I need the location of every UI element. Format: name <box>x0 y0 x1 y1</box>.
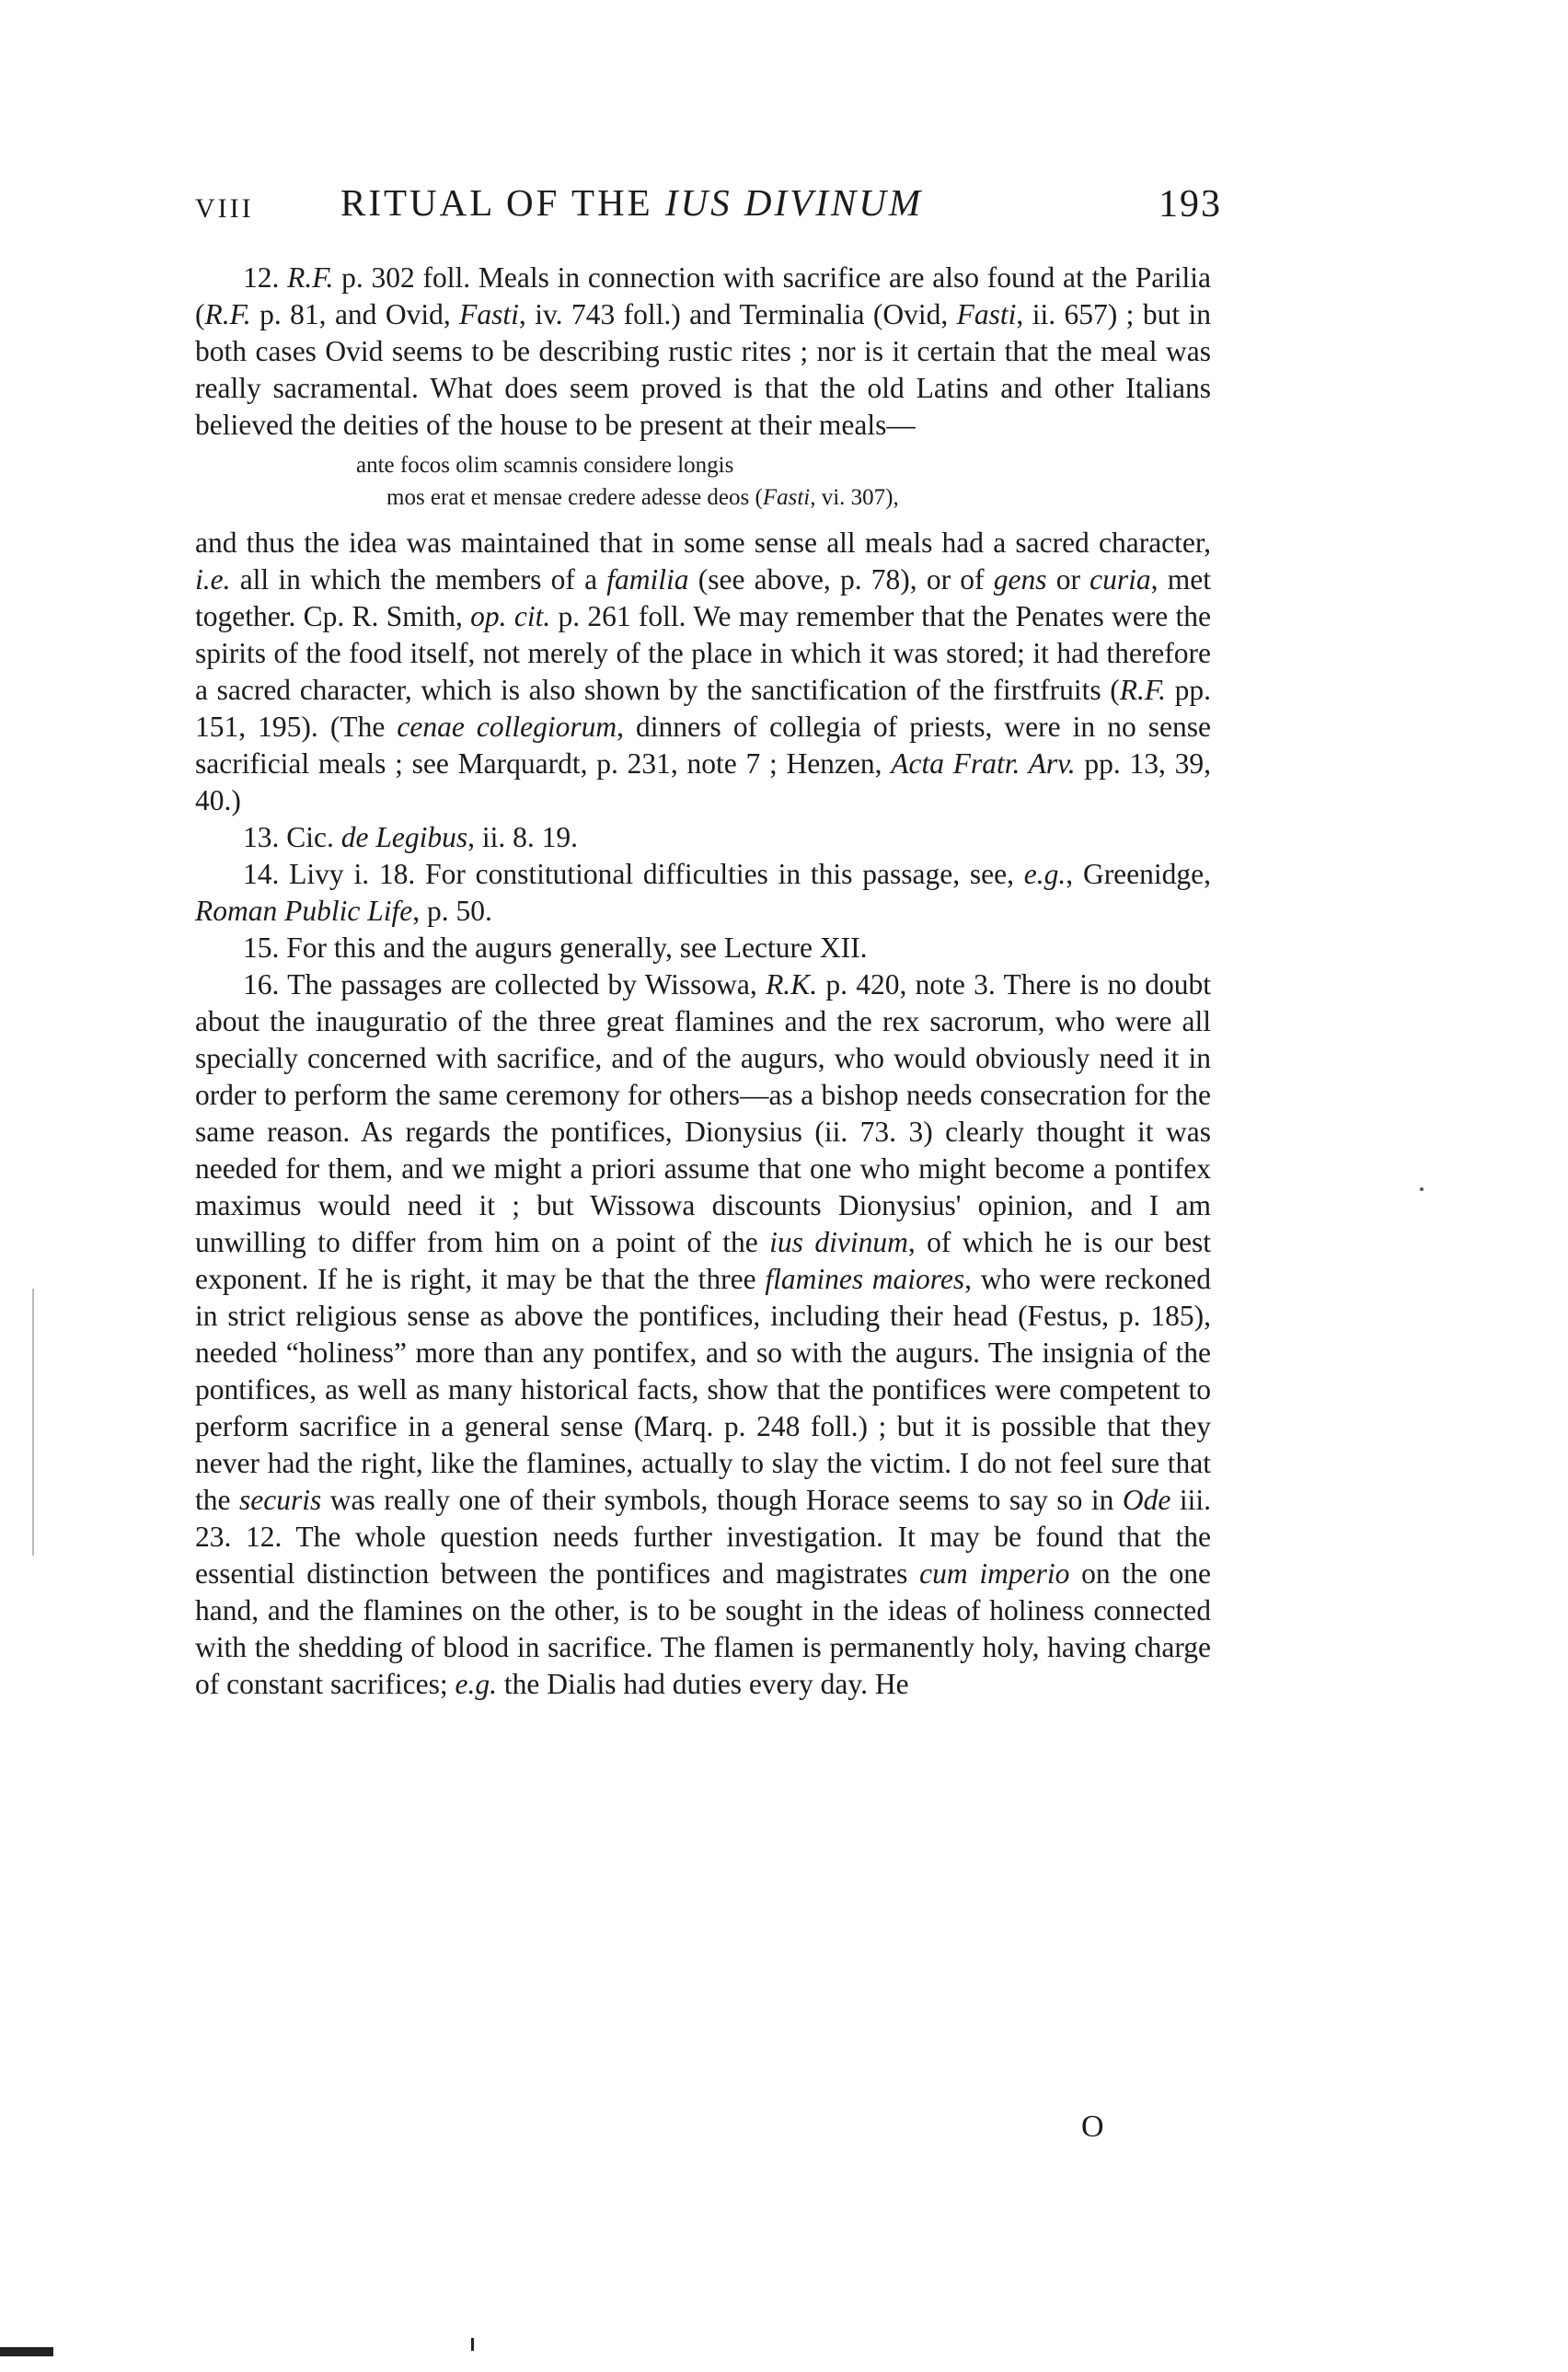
note-text: , ii. 657) ; but in both cases Ovid seems to be describing rustic rites ; nor is it certain that the meal was really sacramental. What does seem proved is that the old Latins and other Italians believed the deities of the house to be present at their meals— <box>195 298 1212 441</box>
note-text: p. 81, and Ovid, <box>250 298 460 330</box>
verse-italic: Fasti <box>762 485 811 510</box>
note-italic: R.K. <box>766 968 818 1001</box>
note-italic: familia <box>606 563 689 596</box>
note-text: p. 261 foll. We may remember that the Penates were the spirits of the food itself, not merely of the place in which it was stored; it had therefore a sacred character, which is also shown by the sanctification of the firstfruits ( <box>195 600 1211 706</box>
note-italic: Fasti <box>459 298 519 330</box>
note-italic: e.g. <box>455 1668 497 1700</box>
verse-line-2 <box>195 481 1211 514</box>
note-text: all in which the members of a <box>230 563 607 596</box>
note-text: , met together. Cp. R. Smith, <box>195 563 1211 632</box>
note-text: , ii. 8. 19. <box>467 821 579 853</box>
note-text: or <box>1046 563 1090 596</box>
notes-body <box>195 260 1211 1703</box>
note-text: 16. The passages are collected by Wissowa, <box>243 968 767 1001</box>
note-italic: curia <box>1090 563 1151 596</box>
note-15 <box>195 930 1211 966</box>
verse-text: mos erat et mensae credere adesse deos ( <box>386 485 763 510</box>
note-italic: flamines maiores <box>765 1263 965 1295</box>
page-number: 193 <box>1159 183 1222 226</box>
verse-quotation <box>195 449 1211 514</box>
verse-text: , vi. 307), <box>810 485 899 510</box>
note-text: the Dialis had duties every day. He <box>497 1668 909 1700</box>
note-text: , dinners of collegia of priests, were in no sense sacrificial meals ; see Marquardt, p. 231, note 7 ; Henzen, <box>195 711 1211 780</box>
note-italic: cum imperio <box>919 1557 1070 1590</box>
note-text: , iv. 743 foll.) and Terminalia (Ovid, <box>518 298 957 330</box>
running-title <box>340 180 1084 225</box>
note-italic: Roman Public Life <box>195 895 413 927</box>
note-italic: gens <box>993 563 1047 596</box>
note-13 <box>195 819 1211 856</box>
note-text: 12. <box>243 261 288 294</box>
note-italic: Fasti <box>956 298 1017 330</box>
note-italic: i.e. <box>195 563 231 596</box>
note-italic: op. cit. <box>470 600 551 632</box>
note-italic: e.g. <box>1023 858 1066 890</box>
note-italic: R.F. <box>287 261 334 294</box>
chapter-number: VIII <box>195 193 254 224</box>
running-title-italic: IUS DIVINUM <box>664 181 923 224</box>
note-text: pp. 13, 39, 40.) <box>195 747 1211 816</box>
note-italic: cenae collegiorum <box>397 711 617 743</box>
note-text: 15. For this and the augurs generally, see Lecture XII. <box>243 931 868 964</box>
note-text: 14. Livy i. 18. For constitutional difficulties in this passage, see, <box>243 858 1024 890</box>
running-title-prefix: RITUAL OF THE <box>340 181 665 224</box>
note-text: iii. 23. 12. The whole question needs further investigation. It may be found that the essential distinction between the pontifices and magistrates <box>195 1484 1212 1590</box>
note-text: , who were reckoned in strict religious sense as above the pontifices, including their head (Festus, p. 185), needed “holiness” more than any pontifex, and so with the augurs. The insignia of the pontifices, as well as many historical facts, show that the pontifices were competent to perform sacrifice in a general sense (Marq. p. 248 foll.) ; but it is possible that they never had the right, like the flamines, actually to slay the victim. I do not feel sure that the <box>195 1263 1211 1516</box>
note-text: , of which he is our best exponent. If he is right, it may be that the three <box>195 1226 1211 1295</box>
note-italic: securis <box>239 1484 322 1516</box>
note-italic: R.F. <box>204 298 251 330</box>
note-text: was really one of their symbols, though Horace seems to say so in <box>321 1484 1123 1516</box>
note-italic: Ode <box>1122 1484 1171 1516</box>
note-text: p. 302 foll. Meals in connection with sacrifice are also found at the Parilia ( <box>195 261 1211 330</box>
note-text: p. 420, note 3. There is no doubt about the inauguratio of the three great flamines and the rex sacrorum, who were all specially concerned with sacrifice, and of the augurs, who would obviously need it in order to perform the same ceremony for others—as a bishop needs consecration for the same reason. As regards the pontifices, Dionysius (ii. 73. 3) clearly thought it was needed for them, and we might a priori assume that one who might become a pontifex maximus would need it ; but Wissowa discounts Dionysius' opinion, and I am unwilling to differ from him on a point of the <box>195 968 1211 1258</box>
scan-tick-mark <box>471 2338 474 2351</box>
note-text: 13. Cic. <box>243 821 341 853</box>
scan-speck <box>1420 1187 1424 1191</box>
note-text: , Greenidge, <box>1066 858 1212 890</box>
note-text: , p. 50. <box>412 895 492 927</box>
note-italic: ius divinum <box>769 1226 908 1258</box>
note-16 <box>195 966 1211 1703</box>
scan-corner-mark <box>0 2347 53 2356</box>
note-italic: Acta Fratr. Arv. <box>891 747 1076 780</box>
note-italic: R.F. <box>1119 674 1166 706</box>
note-text: and thus the idea was maintained that in some sense all meals had a sacred character, <box>195 526 1211 559</box>
note-text: on the one hand, and the flamines on the other, is to be sought in the ideas of holiness connected with the shedding of blood in sacrifice. The flamen is permanently holy, having charge of constant sacrifices; <box>195 1557 1211 1700</box>
verse-line-1: ante focos olim scamnis considere longis <box>356 453 734 478</box>
note-italic: de Legibus <box>340 821 468 853</box>
note-text: pp. 151, 195). (The <box>195 674 1211 743</box>
scan-edge-mark <box>32 1289 34 1556</box>
running-header <box>195 180 1222 236</box>
note-14 <box>195 856 1211 930</box>
signature-mark: O <box>1081 2110 1104 2144</box>
note-12-continued <box>195 525 1211 819</box>
note-text: (see above, p. 78), or of <box>688 563 994 596</box>
note-12 <box>195 260 1211 444</box>
